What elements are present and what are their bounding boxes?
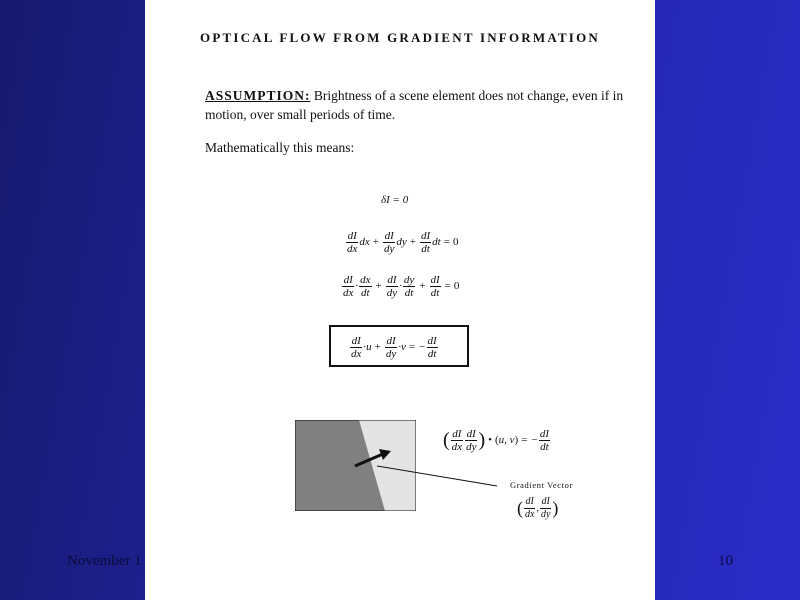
gradient-dot-velocity-equation: ( $\frac{dI}{dx}$ $\frac{dI}{dy}$ ) • (u, v) = − $\frac{dI}{dt}$ [443,428,550,453]
math-intro-text: Mathematically this means: [205,140,355,155]
equation-2-zero: 0 [452,236,459,249]
equation-3-zero: 0 [453,280,460,293]
gradient-vector-expression: ( $\frac{dI}{dx}$ , $\frac{dI}{dy}$ ) [517,496,559,520]
assumption-label: ASSUMPTION: [205,88,311,103]
boxed-equation [329,325,469,367]
footer-date: November 1 [67,553,142,569]
equation-2: $\frac{dI}{dx}$ dx + $\frac{dI}{dy}$ dy + $\frac{dI}{dt}$ dt = 0 [347,230,459,255]
assumption-paragraph [205,86,625,124]
equation-1: δI = 0 [381,194,409,206]
page-number: 10 [718,553,733,569]
equation-3: $\frac{dI}{dx}$ · $\frac{dx}{dt}$ + $\frac{dI}{dy}$ · $\frac{dy}{dt}$ + $\frac{dI}{dt}$ = 0 [343,274,460,299]
page-title: OPTICAL FLOW FROM GRADIENT INFORMATION [200,30,600,45]
document-page [145,0,655,600]
gradient-diagram [295,420,416,511]
optical-flow-constraint: $\frac{dI}{dx}$ ·u + $\frac{dI}{dy}$ ·v = − $\frac{dI}{dt}$ [351,335,437,360]
assumption-text: Brightness of a scene element does not change, even if in motion, over small periods of time. [205,88,624,122]
gradient-vector-label: Gradient Vector [510,480,573,490]
